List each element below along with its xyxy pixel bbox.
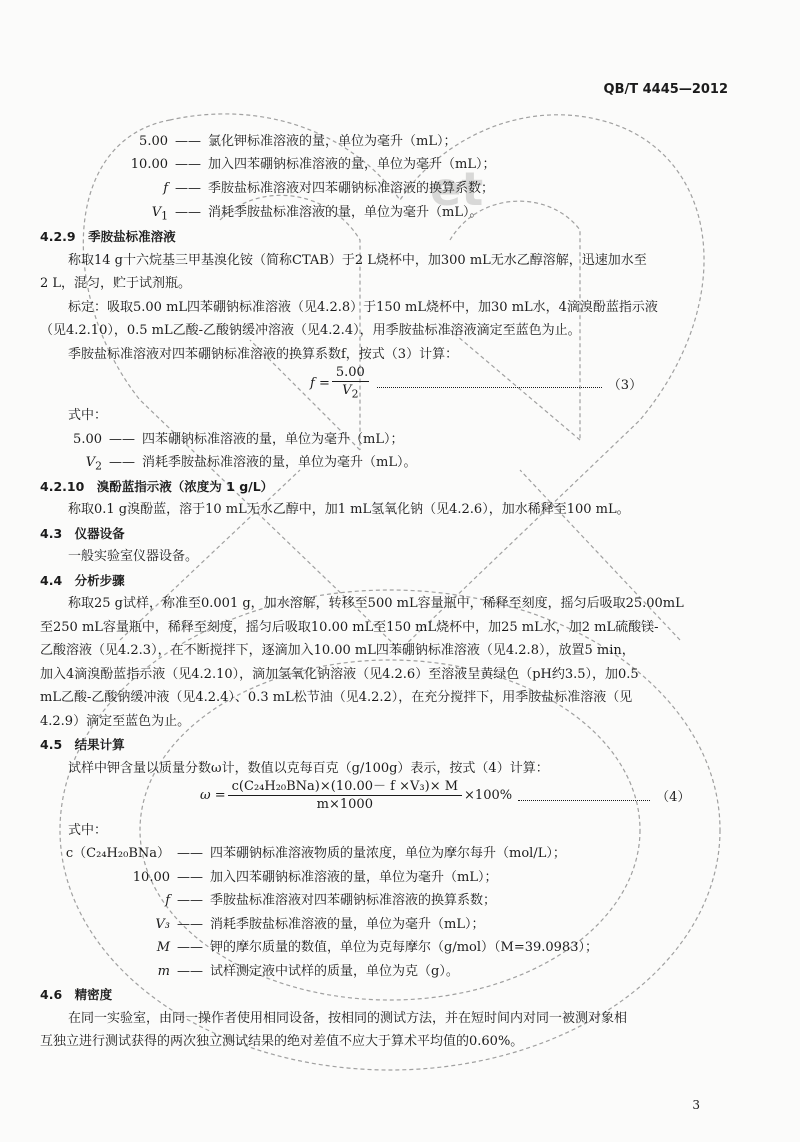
paragraph-line: 试样中钾含量以质量分数ω计，数值以克每百克（g/100g）表示，按式（4）计算：: [68, 761, 549, 776]
definition-row: [108, 204, 482, 226]
definition-text: 氯化钾标准溶液的量，单位为毫升（mL）；: [208, 134, 457, 149]
fraction-denominator: V: [342, 383, 352, 398]
fraction-denominator-subscript: 2: [351, 387, 359, 401]
paragraph-line: 标定：吸取5.00 mL四苯硼钠标准溶液（见4.2.8）于150 mL烧杯中，加30 mL水，4滴溴酚蓝指示液: [68, 300, 658, 315]
section-heading-4-4: 4.4 分析步骤: [40, 573, 125, 588]
paragraph-line: 一般实验室仪器设备。: [68, 549, 199, 564]
definition-row: [40, 845, 566, 863]
paragraph-line: 在同一实验室，由同一操作者使用相同设备，按相同的测试方法，并在短时间内对同一被测对象相: [68, 1011, 628, 1026]
paragraph-line: 互独立进行测试获得的两次独立测试结果的绝对差值不应大于算术平均值的0.60%。: [40, 1034, 524, 1049]
definition-row: [40, 939, 598, 957]
section-heading-4-6: 4.6 精密度: [40, 987, 113, 1002]
paragraph-line: 季胺盐标准溶液对四苯硼钠标准溶液的换算系数f，按式（3）计算：: [68, 347, 459, 362]
definition-dash: ——: [175, 157, 201, 172]
paragraph-line: 2 L，混匀，贮于试剂瓶。: [40, 276, 192, 291]
definition-dash: ——: [177, 893, 203, 908]
definition-dash: ——: [175, 181, 201, 196]
definition-text: 消耗季胺盐标准溶液的量，单位为毫升（mL）。: [208, 205, 483, 220]
definition-text: 试样测定液中试样的质量，单位为克（g）。: [210, 964, 459, 979]
paragraph-line: mL乙酸-乙酸钠缓冲液（见4.2.4）、0.3 mL松节油（见4.2.2），在充分搅拌下，用季胺盐标准溶液（见: [40, 690, 633, 705]
paragraph-line: 称取25 g试样，称准至0.001 g，加水溶解，转移至500 mL容量瓶中，稀释至刻度，摇匀后吸取25.00mL: [68, 596, 684, 611]
definition-text: 消耗季胺盐标准溶液的量，单位为毫升（mL）。: [142, 455, 417, 470]
section-heading-4-3: 4.3 仪器设备: [40, 526, 125, 541]
definition-symbol-subscript: 2: [95, 459, 102, 473]
equation-number: （3）: [607, 377, 643, 393]
standard-code: QB/T 4445—2012: [603, 82, 728, 97]
definition-dash: ——: [109, 432, 135, 447]
definition-symbol: f: [165, 893, 170, 908]
paragraph-line: 称取0.1 g溴酚蓝，溶于10 mL无水乙醇中，加1 mL氢氧化钠（见4.2.6），加水稀释至100 mL。: [68, 502, 630, 517]
where-label: 式中：: [68, 823, 108, 838]
definition-symbol: c（C₂₄H₂₀BNa）: [65, 846, 170, 861]
definition-row: [40, 431, 403, 449]
definition-dash: ——: [177, 870, 203, 885]
fraction-numerator: 5.00: [332, 364, 369, 382]
fraction-denominator: m×1000: [316, 797, 373, 812]
definition-dash: ——: [175, 205, 201, 220]
paragraph-line: 乙酸溶液（见4.2.3），在不断搅拌下，逐滴加入10.00 mL四苯硼钠标准溶液（见4.2.8），放置5 min，: [40, 643, 635, 658]
equation-fraction: [228, 778, 462, 813]
definition-symbol: 5.00: [73, 432, 102, 447]
equation-leader-dots: [377, 378, 602, 388]
definition-row: [108, 180, 494, 198]
section-heading-4-2-10: 4.2.10 溴酚蓝指示液（浓度为 1 g/L）: [40, 479, 274, 494]
page-number: 3: [692, 1098, 700, 1112]
section-heading-4-5: 4.5 结果计算: [40, 737, 125, 752]
definition-row: [40, 963, 459, 981]
equation-number: （4）: [656, 790, 691, 805]
paragraph-line: 4.2.9）滴定至蓝色为止。: [40, 714, 191, 729]
fraction-numerator: c(C₂₄H₂₀BNa)×(10.00－ f ×V₃)× M: [228, 778, 462, 796]
definition-text: 季胺盐标准溶液对四苯硼钠标准溶液的换算系数；: [208, 181, 495, 196]
definition-symbol: V₃: [155, 917, 170, 932]
definition-symbol: f: [163, 181, 168, 196]
definition-symbol: 5.00: [139, 134, 168, 149]
definition-row: [108, 156, 495, 174]
definition-text: 加入四苯硼钠标准溶液的量，单位为毫升（mL）；: [210, 870, 498, 885]
svg-text:et: et: [430, 162, 484, 216]
definition-dash: ——: [177, 846, 203, 861]
definition-text: 季胺盐标准溶液对四苯硼钠标准溶液的换算系数；: [210, 893, 497, 908]
definition-symbol: 10.00: [132, 870, 170, 885]
definition-text: 四苯硼钠标准溶液的量，单位为毫升（mL）；: [142, 432, 404, 447]
definition-row: [40, 869, 497, 887]
definition-symbol: 10.00: [130, 157, 168, 172]
where-label: 式中：: [68, 408, 108, 423]
definition-text: 四苯硼钠标准溶液物质的量浓度，单位为摩尔每升（mol/L）；: [210, 846, 566, 861]
definition-dash: ——: [175, 134, 201, 149]
definition-symbol: m: [157, 964, 170, 979]
definition-text: 加入四苯硼钠标准溶液的量，单位为毫升（mL）；: [208, 157, 496, 172]
paragraph-line: 称取14 g十六烷基三甲基溴化铵（简称CTAB）于2 L烧杯中，加300 mL无水乙醇溶解，迅速加水至: [68, 253, 647, 268]
equation-4: [200, 778, 710, 813]
definition-symbol: M: [156, 940, 170, 955]
definition-dash: ——: [109, 455, 135, 470]
definition-row: [108, 133, 456, 151]
definition-dash: ——: [177, 940, 203, 955]
definition-row: [40, 892, 496, 910]
equation-leader-dots: [518, 791, 650, 801]
section-heading-4-2-9: 4.2.9 季胺盐标准溶液: [40, 229, 176, 244]
definition-dash: ——: [177, 964, 203, 979]
paragraph-line: （见4.2.10），0.5 mL乙酸-乙酸钠缓冲溶液（见4.2.4），用季胺盐标准溶液滴定至蓝色为止。: [40, 323, 581, 338]
definition-symbol: V: [151, 205, 162, 220]
definition-row: [40, 454, 416, 476]
equation-fraction: [332, 364, 369, 403]
equation-lhs: f =: [310, 375, 330, 391]
definition-symbol: V: [85, 455, 96, 470]
paragraph-line: 加入4滴溴酚蓝指示液（见4.2.10），滴加氢氧化钠溶液（见4.2.6）至溶液呈黄绿色（pH约3.5），加0.5: [40, 667, 639, 682]
equation-lhs: ω =: [200, 788, 226, 803]
equation-3: [310, 364, 710, 403]
definition-text: 钾的摩尔质量的数值，单位为克每摩尔（g/mol）（M=39.0983）；: [210, 940, 598, 955]
definition-dash: ——: [177, 917, 203, 932]
equation-tail: ×100%: [464, 788, 513, 803]
definition-symbol-subscript: 1: [161, 209, 168, 223]
definition-text: 消耗季胺盐标准溶液的量，单位为毫升（mL）；: [210, 917, 485, 932]
paragraph-line: 至250 mL容量瓶中，稀释至刻度，摇匀后吸取10.00 mL至150 mL烧杯中，加25 mL水，加2 mL硫酸镁-: [40, 620, 659, 635]
definition-row: [40, 916, 484, 934]
